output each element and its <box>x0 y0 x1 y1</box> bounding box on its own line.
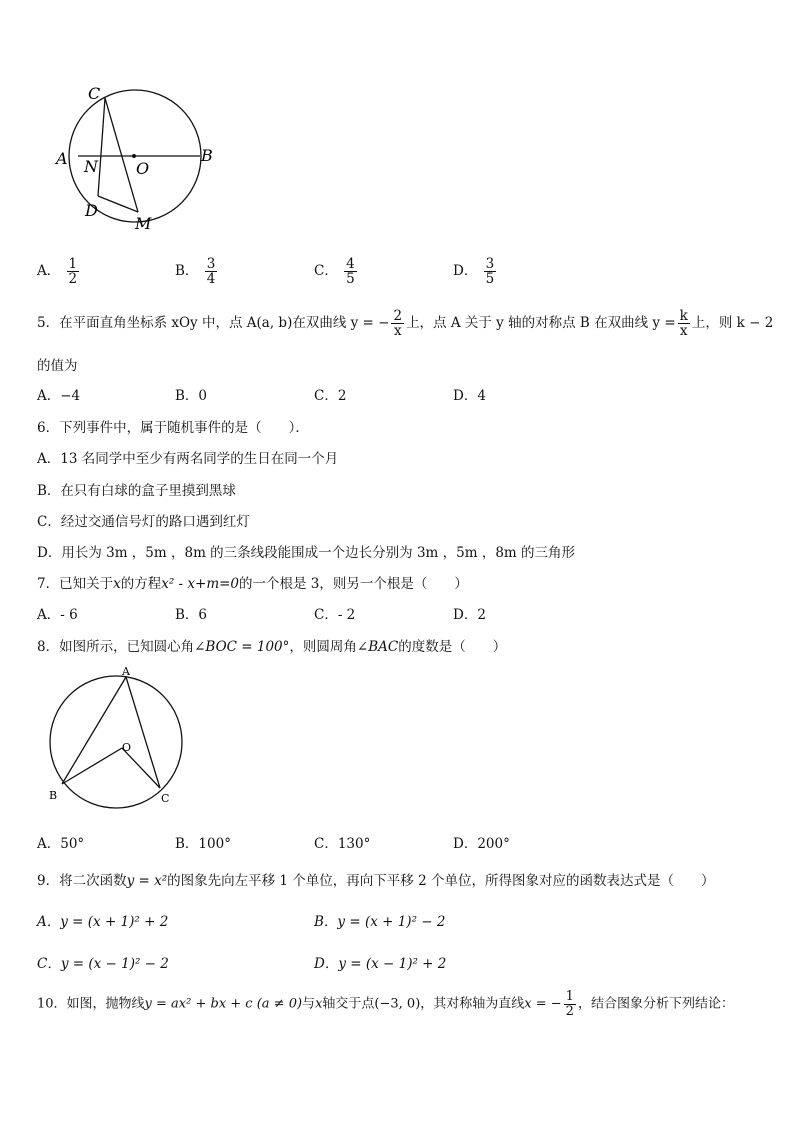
q10-fraction: $\frac{1}{2}$ <box>565 989 574 1019</box>
q7-option-b[interactable]: B．6 <box>175 607 208 623</box>
q4-option-d-label: D． <box>453 263 478 280</box>
q10-text-4: ，其对称轴为直线 <box>420 996 525 1012</box>
q8-chord-ac <box>126 677 160 788</box>
q5-stem-line1 <box>37 309 773 338</box>
q10-stem <box>37 990 734 1018</box>
q9-option-d[interactable]: D．y = (x − 1)² + 2 <box>314 956 447 972</box>
q7-stem <box>37 572 468 592</box>
q4-label-n: N <box>84 157 98 176</box>
q8-text-2: ，则圆周角 <box>289 639 357 655</box>
q5-fraction-2: $\frac{k}{x}$ <box>679 308 688 340</box>
q8-stem <box>37 635 506 655</box>
q9-option-a[interactable]: A．y = (x + 1)² + 2 <box>37 914 169 930</box>
q4-option-c-fraction: $\frac{4}{5}$ <box>346 256 355 288</box>
q7-equation: x² - x+m=0 <box>161 576 240 592</box>
q4-option-c-label: C． <box>314 263 338 280</box>
q4-option-b-label: B． <box>175 263 199 280</box>
q8-angle-boc: ∠BOC = 100° <box>194 639 290 655</box>
q10-axis: x = − <box>524 996 562 1012</box>
q7-text-3: 的一个根是 3，则另一个根是（ ） <box>239 576 468 592</box>
q8-circle-figure <box>40 662 190 812</box>
q4-chord-dm <box>98 196 138 212</box>
q5-option-b[interactable]: B．0 <box>175 388 208 404</box>
q5-text-1: 5．在平面直角坐标系 xOy 中，点 A <box>37 315 257 332</box>
q5-text-3: 上，点 A 关于 y 轴的对称点 B 在双曲线 y = <box>406 315 676 332</box>
q6-option-d[interactable]: D．用长为 3m ，5m ，8m 的三条线段能围成一个边长分别为 3m ，5m ，8m 的三角形 <box>37 545 575 561</box>
q8-label-c: C <box>161 792 170 805</box>
q10-point: (−3, 0) <box>374 996 421 1012</box>
q8-option-c[interactable]: C．130° <box>314 836 371 852</box>
q4-chord-cd <box>98 98 105 196</box>
q7-option-a[interactable]: A．- 6 <box>37 607 78 623</box>
q7-option-c[interactable]: C．- 2 <box>314 607 356 623</box>
q8-label-o: O <box>122 741 132 754</box>
q4-label-d: D <box>85 201 98 220</box>
q5-point-a: (a, b) <box>256 315 293 332</box>
q5-option-c[interactable]: C．2 <box>314 388 347 404</box>
q4-label-o: O <box>136 159 150 178</box>
q4-circle-figure <box>50 80 230 240</box>
q10-text-3: 轴交于点 <box>322 996 375 1012</box>
q9-option-b[interactable]: B．y = (x + 1)² − 2 <box>314 914 446 930</box>
q6-option-a[interactable]: A．13 名同学中至少有两名同学的生日在同一个月 <box>37 451 339 467</box>
q8-radius-ob <box>62 748 122 784</box>
q6-option-b[interactable]: B．在只有白球的盒子里摸到黑球 <box>37 483 236 499</box>
q7-option-d[interactable]: D．2 <box>453 607 486 623</box>
q10-text-1: 10．如图，抛物线 <box>37 996 145 1012</box>
q8-circle <box>50 676 182 808</box>
q8-option-b[interactable]: B．100° <box>175 836 231 852</box>
q8-label-b: B <box>49 789 58 802</box>
q5-option-a[interactable]: A．−4 <box>37 388 81 404</box>
q7-text-2: 的方程 <box>120 576 162 592</box>
q9-option-c[interactable]: C．y = (x − 1)² − 2 <box>37 956 169 972</box>
q10-var-x: x <box>315 996 323 1012</box>
q9-stem <box>37 869 714 889</box>
q10-equation: y = ax² + bx + c (a ≠ 0) <box>144 996 303 1012</box>
q5-stem-line2: 的值为 <box>37 358 78 374</box>
q8-label-a: A <box>122 665 130 678</box>
q4-option-b-fraction: $\frac{3}{4}$ <box>206 256 216 288</box>
q4-option-c[interactable] <box>314 257 359 286</box>
q7-text-1: 7．已知关于 <box>37 576 114 592</box>
q4-option-a[interactable] <box>37 257 81 286</box>
q4-option-a-fraction: $\frac{1}{2}$ <box>68 256 78 288</box>
q8-text-3: 的度数是（ ） <box>398 639 507 655</box>
q10-text-5: ，结合图象分析下列结论： <box>577 996 734 1012</box>
q6-option-c[interactable]: C．经过交通信号灯的路口遇到红灯 <box>37 514 250 530</box>
q4-center-point <box>132 154 136 158</box>
q5-text-4: 上，则 k − 2 <box>691 315 774 332</box>
q4-label-a: A <box>56 149 68 168</box>
q4-label-b: B <box>201 146 213 165</box>
q4-option-d-fraction: $\frac{3}{5}$ <box>485 256 495 288</box>
q4-label-c: C <box>88 84 101 103</box>
q9-text-2: 的图象先向左平移 1 个单位，再向下平移 2 个单位，所得图象对应的函数表达式是（ ） <box>167 873 715 889</box>
q4-option-a-label: A． <box>37 263 61 280</box>
q8-option-a[interactable]: A．50° <box>37 836 85 852</box>
q4-option-d[interactable] <box>453 257 498 286</box>
q4-option-b[interactable] <box>175 257 219 286</box>
q9-function: y = x² <box>126 873 168 889</box>
q8-text-1: 8．如图所示，已知圆心角 <box>37 639 195 655</box>
q8-option-d[interactable]: D．200° <box>453 836 510 852</box>
q7-var-x: x <box>113 576 121 592</box>
q9-text-1: 9．将二次函数 <box>37 873 127 889</box>
q4-label-m: M <box>135 214 152 233</box>
q10-text-2: 与 <box>302 996 316 1012</box>
q6-stem: 6．下列事件中，属于随机事件的是（ ）． <box>37 420 309 436</box>
q5-option-d[interactable]: D．4 <box>453 388 486 404</box>
q5-text-2: 在双曲线 y = − <box>292 315 390 332</box>
q8-angle-bac: ∠BAC <box>356 639 399 655</box>
q5-fraction-1: $\frac{2}{x}$ <box>393 308 403 340</box>
